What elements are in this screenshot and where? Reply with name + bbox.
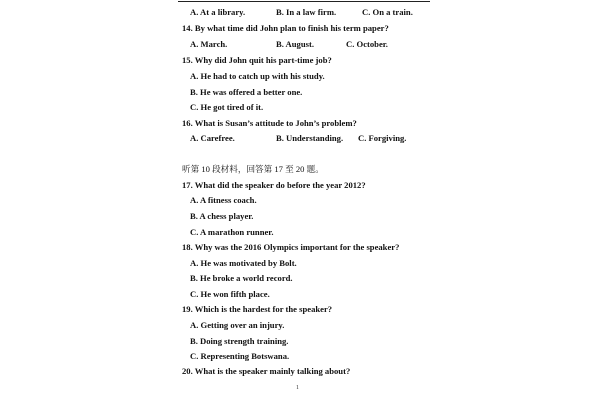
q14-option-a: A. March. <box>190 39 228 49</box>
q17-option-a: A. A fitness coach. <box>190 195 257 205</box>
q18-option-c: C. He won fifth place. <box>190 289 270 299</box>
q13-option-b: B. In a law firm. <box>276 7 337 17</box>
q19-option-a: A. Getting over an injury. <box>190 320 285 330</box>
q17-option-c: C. A marathon runner. <box>190 227 274 237</box>
q14-question: 14. By what time did John plan to finish his term paper? <box>182 23 389 33</box>
q15-question: 15. Why did John quit his part-time job? <box>182 55 332 65</box>
q14-options <box>0 37 600 51</box>
section-instruction: 听第 10 段材料，回答第 17 至 20 题。 <box>182 164 324 174</box>
q19-question: 19. Which is the hardest for the speaker? <box>182 304 333 314</box>
q13-options <box>0 5 600 19</box>
q13-option-c: C. On a train. <box>362 7 413 17</box>
q17-question: 17. What did the speaker do before the year 2012? <box>182 180 366 190</box>
q15-option-b: B. He was offered a better one. <box>190 87 303 97</box>
q13-option-a: A. At a library. <box>190 7 246 17</box>
page-number: 1 <box>296 385 299 391</box>
q14-option-c: C. October. <box>346 39 388 49</box>
q16-option-a: A. Carefree. <box>190 133 235 143</box>
q16-option-c: C. Forgiving. <box>358 133 407 143</box>
q16-option-b: B. Understanding. <box>276 133 344 143</box>
q16-options <box>0 131 600 145</box>
q18-option-b: B. He broke a world record. <box>190 273 293 283</box>
q18-question: 18. Why was the 2016 Olympics important for the speaker? <box>182 242 400 252</box>
q15-option-a: A. He had to catch up with his study. <box>190 71 325 81</box>
q20-question: 20. What is the speaker mainly talking about? <box>182 366 351 376</box>
q19-option-b: B. Doing strength training. <box>190 336 289 346</box>
q19-option-c: C. Representing Botswana. <box>190 351 290 361</box>
q15-option-c: C. He got tired of it. <box>190 102 264 112</box>
q16-question: 16. What is Susan’s attitude to John’s problem? <box>182 118 357 128</box>
q14-option-b: B. August. <box>276 39 314 49</box>
q17-option-b: B. A chess player. <box>190 211 254 221</box>
q18-option-a: A. He was motivated by Bolt. <box>190 258 297 268</box>
